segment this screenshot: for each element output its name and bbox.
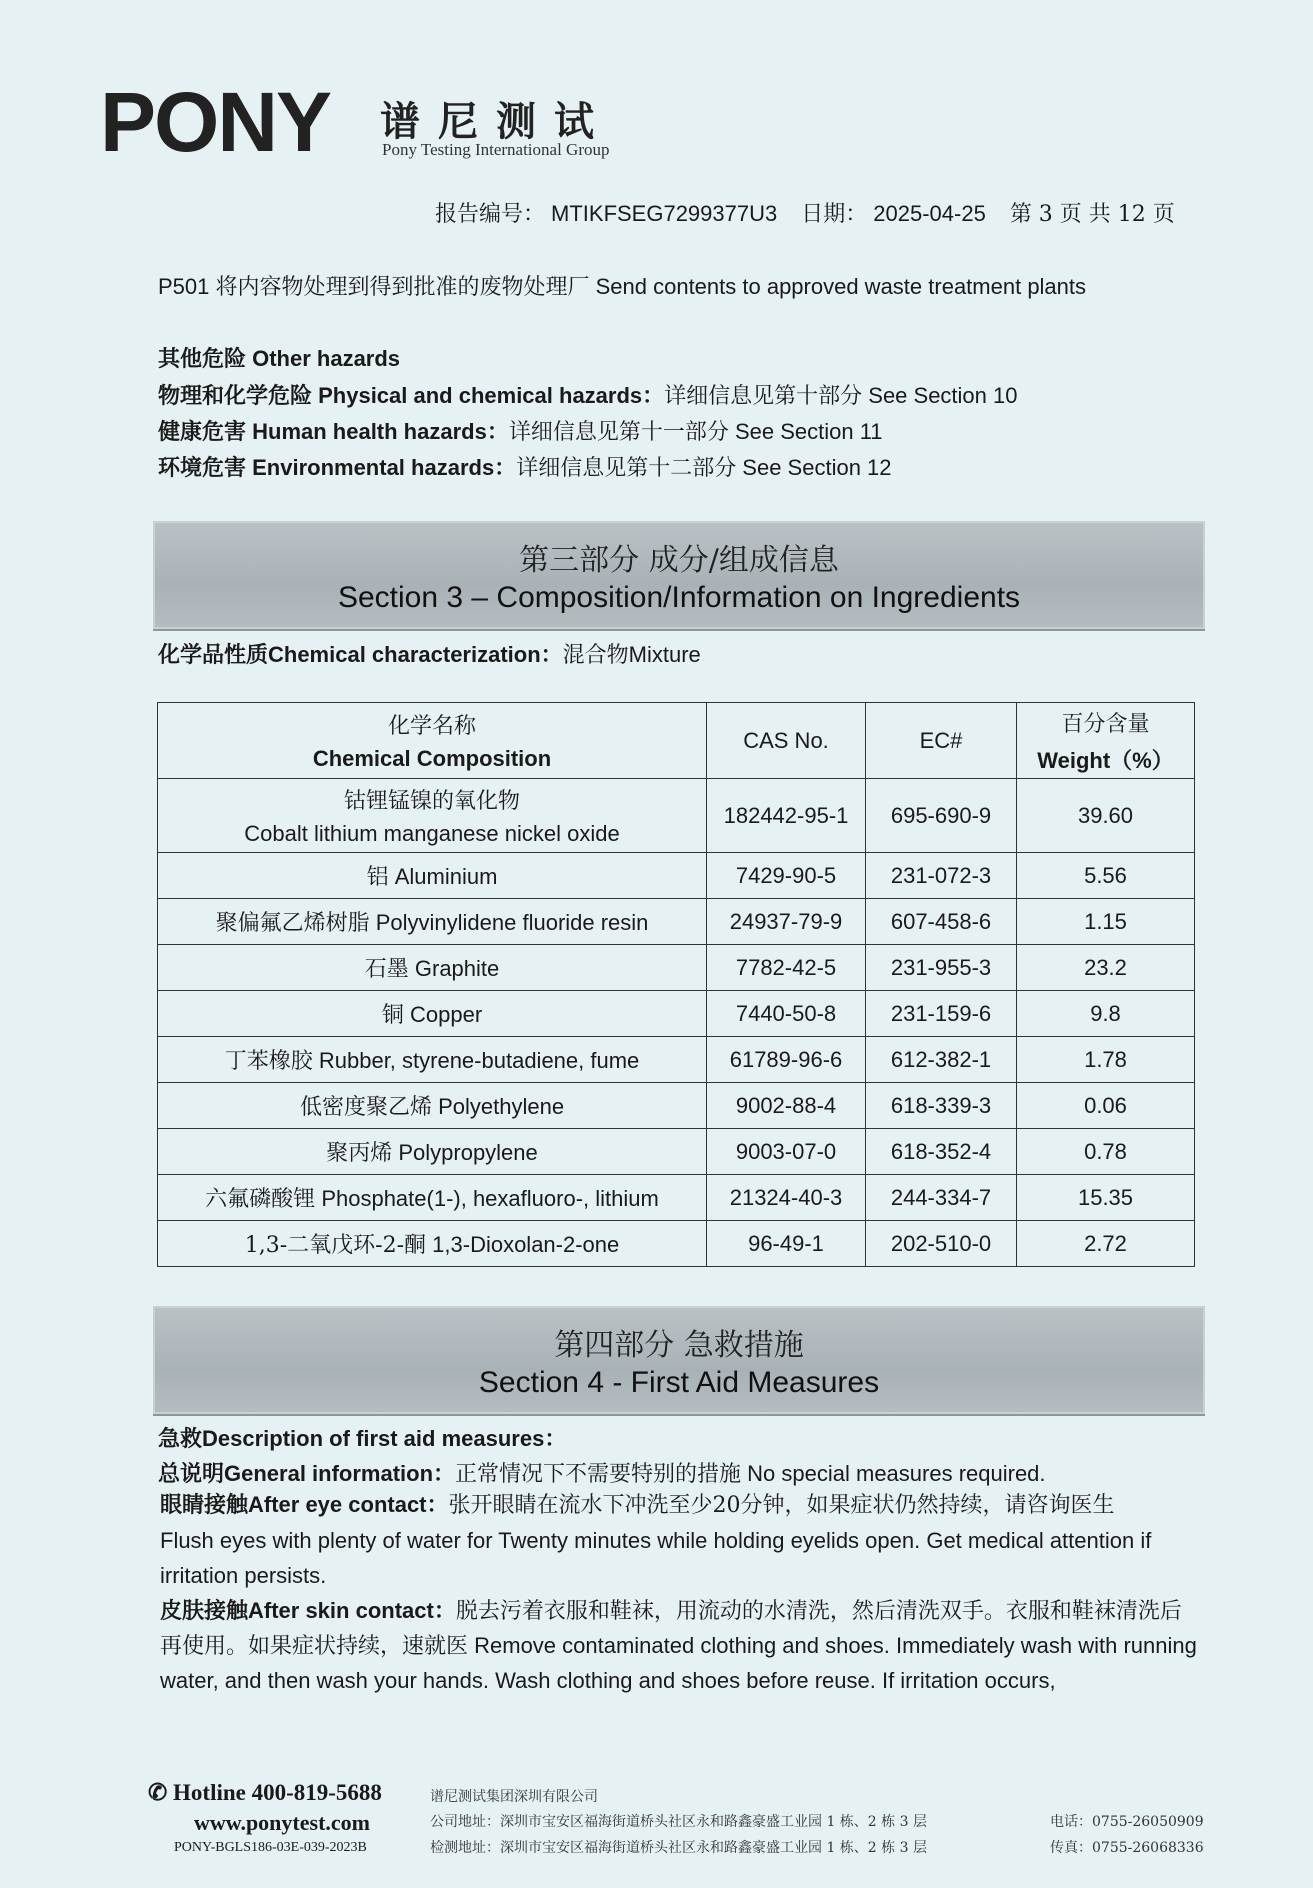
table-row xyxy=(158,779,1195,853)
eye-contact-value-en: Flush eyes with plenty of water for Twenty minutes while holding eyelids open. Get medical attention if irritation persists. xyxy=(160,1528,1152,1588)
hotline-text: Hotline 400-819-5688 xyxy=(173,1780,382,1805)
footer-company: 谱尼测试集团深圳有限公司 xyxy=(430,1789,598,1805)
table-row xyxy=(158,945,1195,991)
cell-ec: 202-510-0 xyxy=(866,1221,1017,1267)
cell-chemical-name xyxy=(158,779,707,853)
footer-doc-code: PONY-BGLS186-03E-039-2023B xyxy=(174,1840,367,1855)
cell-weight: 1.78 xyxy=(1017,1037,1195,1083)
cell-ec: 695-690-9 xyxy=(866,779,1017,853)
chemical-name-cn: 低密度聚乙烯 xyxy=(299,1095,432,1120)
section-4-title-en: Section 4 - First Aid Measures xyxy=(478,1366,880,1399)
cell-ec: 231-072-3 xyxy=(866,853,1017,899)
cell-weight: 0.06 xyxy=(1017,1083,1195,1129)
other-hazards-title: 其他危险 Other hazards xyxy=(158,346,401,371)
section-4-title-cn: 第四部分 急救措施 xyxy=(554,1328,804,1363)
cell-weight: 1.15 xyxy=(1017,899,1195,945)
phone-icon: ✆ xyxy=(148,1780,168,1805)
chemical-name-cn: 聚丙烯 xyxy=(326,1141,393,1166)
chemical-name-en: Cobalt lithium manganese nickel oxide xyxy=(244,821,620,846)
cell-ec: 244-334-7 xyxy=(866,1175,1017,1221)
table-row xyxy=(158,899,1195,945)
table-row xyxy=(158,1037,1195,1083)
env-hazards-label: 环境危害 Environmental hazards： xyxy=(158,455,517,480)
chemical-name-en: Rubber, styrene-butadiene, fume xyxy=(318,1048,640,1073)
characterization-label: 化学品性质Chemical characterization： xyxy=(158,642,563,667)
skin-contact-value: 脱去污着衣服和鞋袜，用流动的水清洗，然后清洗双手。衣服和鞋袜清洗后再使用。如果症状持续，速就医 Remove contaminated clothing and shoes. Immediately wash with running water, and then wash your hands. Wash clothing and shoes before reuse. If irritation occurs, xyxy=(160,1598,1197,1693)
table-row xyxy=(158,1175,1195,1221)
logo-english: Pony Testing International Group xyxy=(382,140,610,159)
env-hazards-value: 详细信息见第十二部分 See Section 12 xyxy=(516,455,892,480)
cell-chemical-name xyxy=(158,1221,707,1267)
table-row xyxy=(158,1083,1195,1129)
chemical-name-cn: 铝 xyxy=(366,865,389,890)
chemical-name-en: 1,3-Dioxolan-2-one xyxy=(432,1232,620,1257)
table-row xyxy=(158,853,1195,899)
chemical-name-cn: 石墨 xyxy=(364,957,409,982)
physical-hazards-line xyxy=(158,379,1018,410)
cell-cas: 61789-96-6 xyxy=(707,1037,866,1083)
section-3-header xyxy=(153,521,1205,629)
chemical-name-en: Polypropylene xyxy=(398,1140,538,1165)
chemical-name-en: Polyethylene xyxy=(438,1094,565,1119)
footer-tel: 电话：0755-26050909 xyxy=(1050,1814,1204,1830)
cell-weight: 23.2 xyxy=(1017,945,1195,991)
cell-ec: 618-352-4 xyxy=(866,1129,1017,1175)
footer-website[interactable]: www.ponytest.com xyxy=(194,1810,370,1835)
section-3-title-cn: 第三部分 成分/组成信息 xyxy=(519,543,839,578)
eye-contact-value-cn: 张开眼睛在流水下冲洗至少20分钟，如果症状仍然持续，请咨询医生 xyxy=(448,1493,1115,1518)
health-hazards-line xyxy=(158,415,883,446)
table-row xyxy=(158,1129,1195,1175)
report-no: MTIKFSEG7299377U3 xyxy=(551,201,778,226)
cell-chemical-name xyxy=(158,1083,707,1129)
skin-contact xyxy=(160,1593,1200,1698)
cell-weight: 9.8 xyxy=(1017,991,1195,1037)
cell-weight: 15.35 xyxy=(1017,1175,1195,1221)
characterization-value: 混合物Mixture xyxy=(562,642,701,667)
header-cas: CAS No. xyxy=(707,703,866,779)
cell-cas: 9002-88-4 xyxy=(707,1083,866,1129)
cell-chemical-name xyxy=(158,991,707,1037)
cell-chemical-name xyxy=(158,1129,707,1175)
footer-fax: 传真：0755-26068336 xyxy=(1050,1840,1204,1856)
footer-company-address: 公司地址：深圳市宝安区福海街道桥头社区永和路鑫豪盛工业园 1 栋、2 栋 3 层 xyxy=(430,1814,927,1830)
chemical-name-cn: 六氟磷酸锂 xyxy=(205,1187,316,1212)
physical-hazards-label: 物理和化学危险 Physical and chemical hazards： xyxy=(158,383,665,408)
first-aid-description-label: 急救Description of first aid measures： xyxy=(158,1426,567,1451)
cell-cas: 96-49-1 xyxy=(707,1221,866,1267)
general-info-value: 正常情况下不需要特别的措施 No special measures required. xyxy=(455,1461,1046,1486)
health-hazards-label: 健康危害 Human health hazards： xyxy=(158,419,509,444)
cell-cas: 182442-95-1 xyxy=(707,779,866,853)
header-weight xyxy=(1017,703,1195,779)
cell-weight: 39.60 xyxy=(1017,779,1195,853)
chemical-name-en: Aluminium xyxy=(394,864,498,889)
date-label: 日期： xyxy=(801,202,868,227)
chemical-name-en: Polyvinylidene fluoride resin xyxy=(375,910,649,935)
cell-cas: 7429-90-5 xyxy=(707,853,866,899)
company-logo xyxy=(100,75,660,169)
cell-weight: 5.56 xyxy=(1017,853,1195,899)
skin-contact-label: 皮肤接触After skin contact： xyxy=(160,1598,456,1623)
header-chemical-name xyxy=(158,703,707,779)
general-information xyxy=(158,1457,1046,1488)
chemical-name-cn: 丁苯橡胶 xyxy=(224,1049,313,1074)
chemical-name-en: Graphite xyxy=(414,956,500,981)
cell-weight: 2.72 xyxy=(1017,1221,1195,1267)
header-weight-en: Weight（%） xyxy=(1037,747,1174,773)
header-name-en: Chemical Composition xyxy=(312,746,552,771)
health-hazards-value: 详细信息见第十一部分 See Section 11 xyxy=(508,419,883,444)
section-3-title-en: Section 3 – Composition/Information on Ingredients xyxy=(337,581,1021,614)
cell-weight: 0.78 xyxy=(1017,1129,1195,1175)
footer-hotline xyxy=(148,1780,382,1806)
chemical-name-cn: 聚偏氟乙烯树脂 xyxy=(215,911,370,936)
cell-chemical-name xyxy=(158,1175,707,1221)
cell-ec: 618-339-3 xyxy=(866,1083,1017,1129)
logo-wordmark: PONY xyxy=(100,75,331,169)
chemical-name-en: Copper xyxy=(409,1002,483,1027)
cell-ec: 607-458-6 xyxy=(866,899,1017,945)
composition-table xyxy=(157,702,1195,1267)
cell-cas: 7782-42-5 xyxy=(707,945,866,991)
header-ec: EC# xyxy=(866,703,1017,779)
eye-contact xyxy=(160,1487,1200,1593)
report-date: 2025-04-25 xyxy=(873,201,986,226)
physical-hazards-value: 详细信息见第十部分 See Section 10 xyxy=(664,383,1018,408)
cell-ec: 231-955-3 xyxy=(866,945,1017,991)
chemical-name-cn: 钴锂锰镍的氧化物 xyxy=(343,789,520,814)
page-info: 第 3 页 共 12 页 xyxy=(1009,202,1175,227)
p501-statement: P501 将内容物处理到得到批准的废物处理厂 Send contents to approved waste treatment plants xyxy=(158,274,1087,299)
table-row xyxy=(158,991,1195,1037)
env-hazards-line xyxy=(158,451,892,482)
logo-chinese: 谱尼测试 xyxy=(380,98,612,145)
report-info xyxy=(435,197,1181,228)
cell-ec: 612-382-1 xyxy=(866,1037,1017,1083)
cell-cas: 24937-79-9 xyxy=(707,899,866,945)
section-4-header xyxy=(153,1306,1205,1414)
header-weight-cn: 百分含量 xyxy=(1061,711,1150,737)
footer-test-address: 检测地址：深圳市宝安区福海街道桥头社区永和路鑫豪盛工业园 1 栋、2 栋 3 层 xyxy=(430,1840,927,1856)
cell-chemical-name xyxy=(158,899,707,945)
chemical-name-cn: 铜 xyxy=(381,1003,404,1028)
cell-cas: 9003-07-0 xyxy=(707,1129,866,1175)
cell-chemical-name xyxy=(158,1037,707,1083)
chemical-characterization xyxy=(158,638,701,669)
eye-contact-label: 眼睛接触After eye contact： xyxy=(160,1492,449,1517)
cell-chemical-name xyxy=(158,945,707,991)
cell-chemical-name xyxy=(158,853,707,899)
chemical-name-en: Phosphate(1-), hexafluoro-, lithium xyxy=(321,1186,659,1211)
table-row xyxy=(158,1221,1195,1267)
general-info-label: 总说明General information： xyxy=(158,1461,456,1486)
cell-ec: 231-159-6 xyxy=(866,991,1017,1037)
header-name-cn: 化学名称 xyxy=(387,714,476,739)
cell-cas: 21324-40-3 xyxy=(707,1175,866,1221)
chemical-name-cn: 1,3-二氧戊环-2-酮 xyxy=(244,1233,427,1258)
report-no-label: 报告编号： xyxy=(435,202,546,227)
cell-cas: 7440-50-8 xyxy=(707,991,866,1037)
